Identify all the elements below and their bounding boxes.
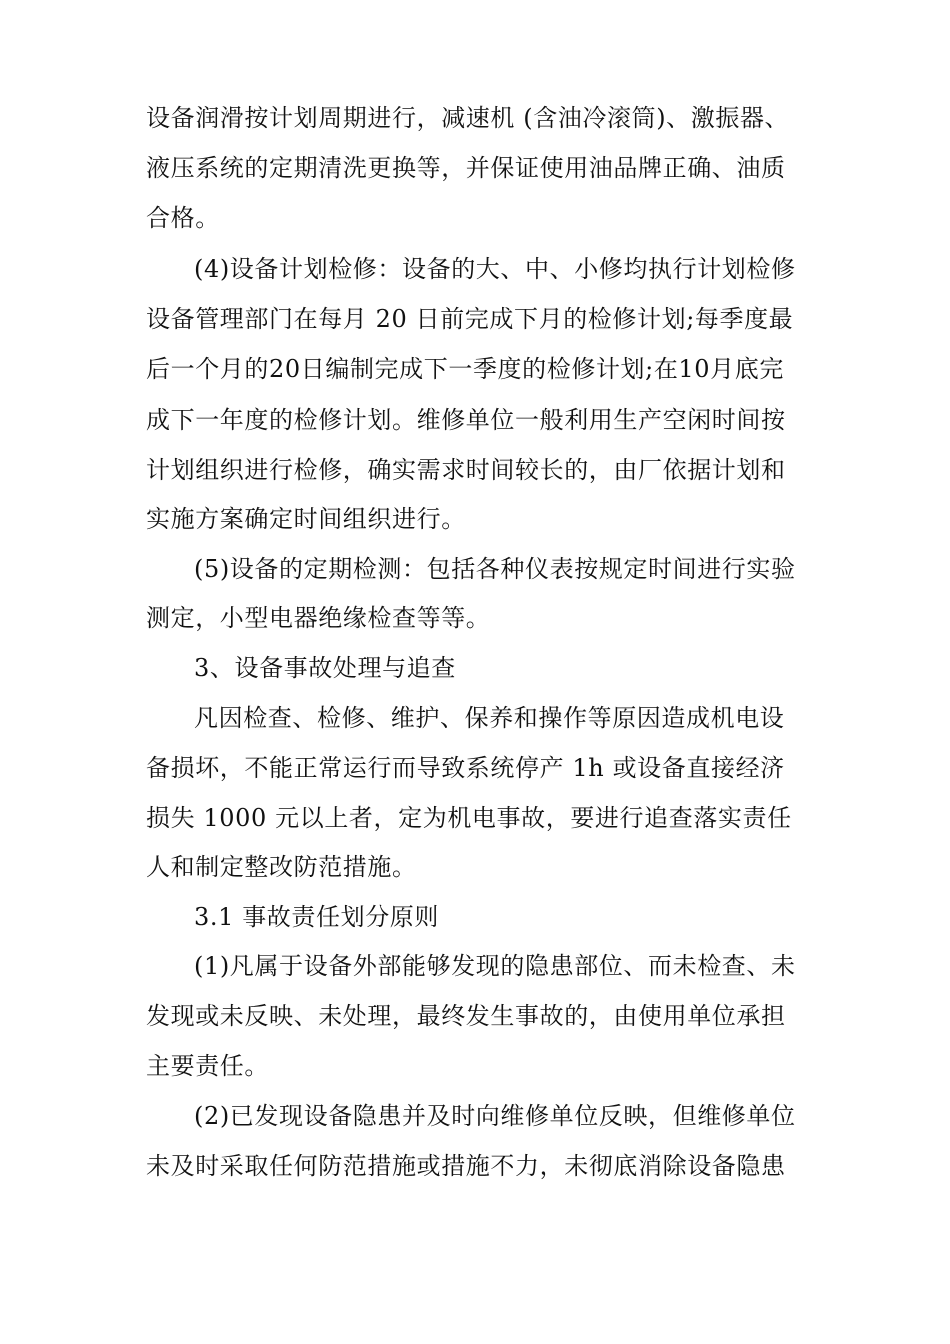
text-line: 凡因检查、检修、维护、保养和操作等原因造成机电设 <box>194 704 785 732</box>
text-line: 设备润滑按计划周期进行，减速机 (含油冷滚筒)、激振器、 <box>146 104 790 132</box>
text-line: 合格。 <box>146 204 220 232</box>
text-line: 主要责任。 <box>146 1052 269 1080</box>
subsection-heading: 3.1 事故责任划分原则 <box>194 903 439 931</box>
text-line: 后一个月的20日编制完成下一季度的检修计划;在10月底完 <box>146 355 784 383</box>
text-line: (5)设备的定期检测：包括各种仪表按规定时间进行实验 <box>194 555 796 583</box>
text-line: 损失 1000 元以上者，定为机电事故，要进行追查落实责任 <box>146 804 792 832</box>
text-line: 实施方案确定时间组织进行。 <box>146 505 466 533</box>
text-line: (1)凡属于设备外部能够发现的隐患部位、而未检查、未 <box>194 952 796 980</box>
text-line: 发现或未反映、未处理，最终发生事故的，由使用单位承担 <box>146 1002 786 1030</box>
text-line: 设备管理部门在每月 20 日前完成下月的检修计划;每季度最 <box>146 305 794 333</box>
text-line: 液压系统的定期清洗更换等，并保证使用油品牌正确、油质 <box>146 154 786 182</box>
section-heading: 3、设备事故处理与追查 <box>194 654 456 682</box>
text-line: (2)已发现设备隐患并及时向维修单位反映，但维修单位 <box>194 1102 796 1130</box>
text-line: 测定，小型电器绝缘检查等等。 <box>146 604 491 632</box>
text-line: 未及时采取任何防范措施或措施不力，未彻底消除设备隐患 <box>146 1152 786 1180</box>
text-line: 人和制定整改防范措施。 <box>146 853 417 881</box>
text-line: (4)设备计划检修：设备的大、中、小修均执行计划检修 <box>194 255 796 283</box>
text-line: 成下一年度的检修计划。维修单位一般利用生产空闲时间按 <box>146 406 786 434</box>
text-line: 备损坏，不能正常运行而导致系统停产 1h 或设备直接经济 <box>146 754 785 782</box>
text-line: 计划组织进行检修，确实需求时间较长的，由厂依据计划和 <box>146 456 786 484</box>
